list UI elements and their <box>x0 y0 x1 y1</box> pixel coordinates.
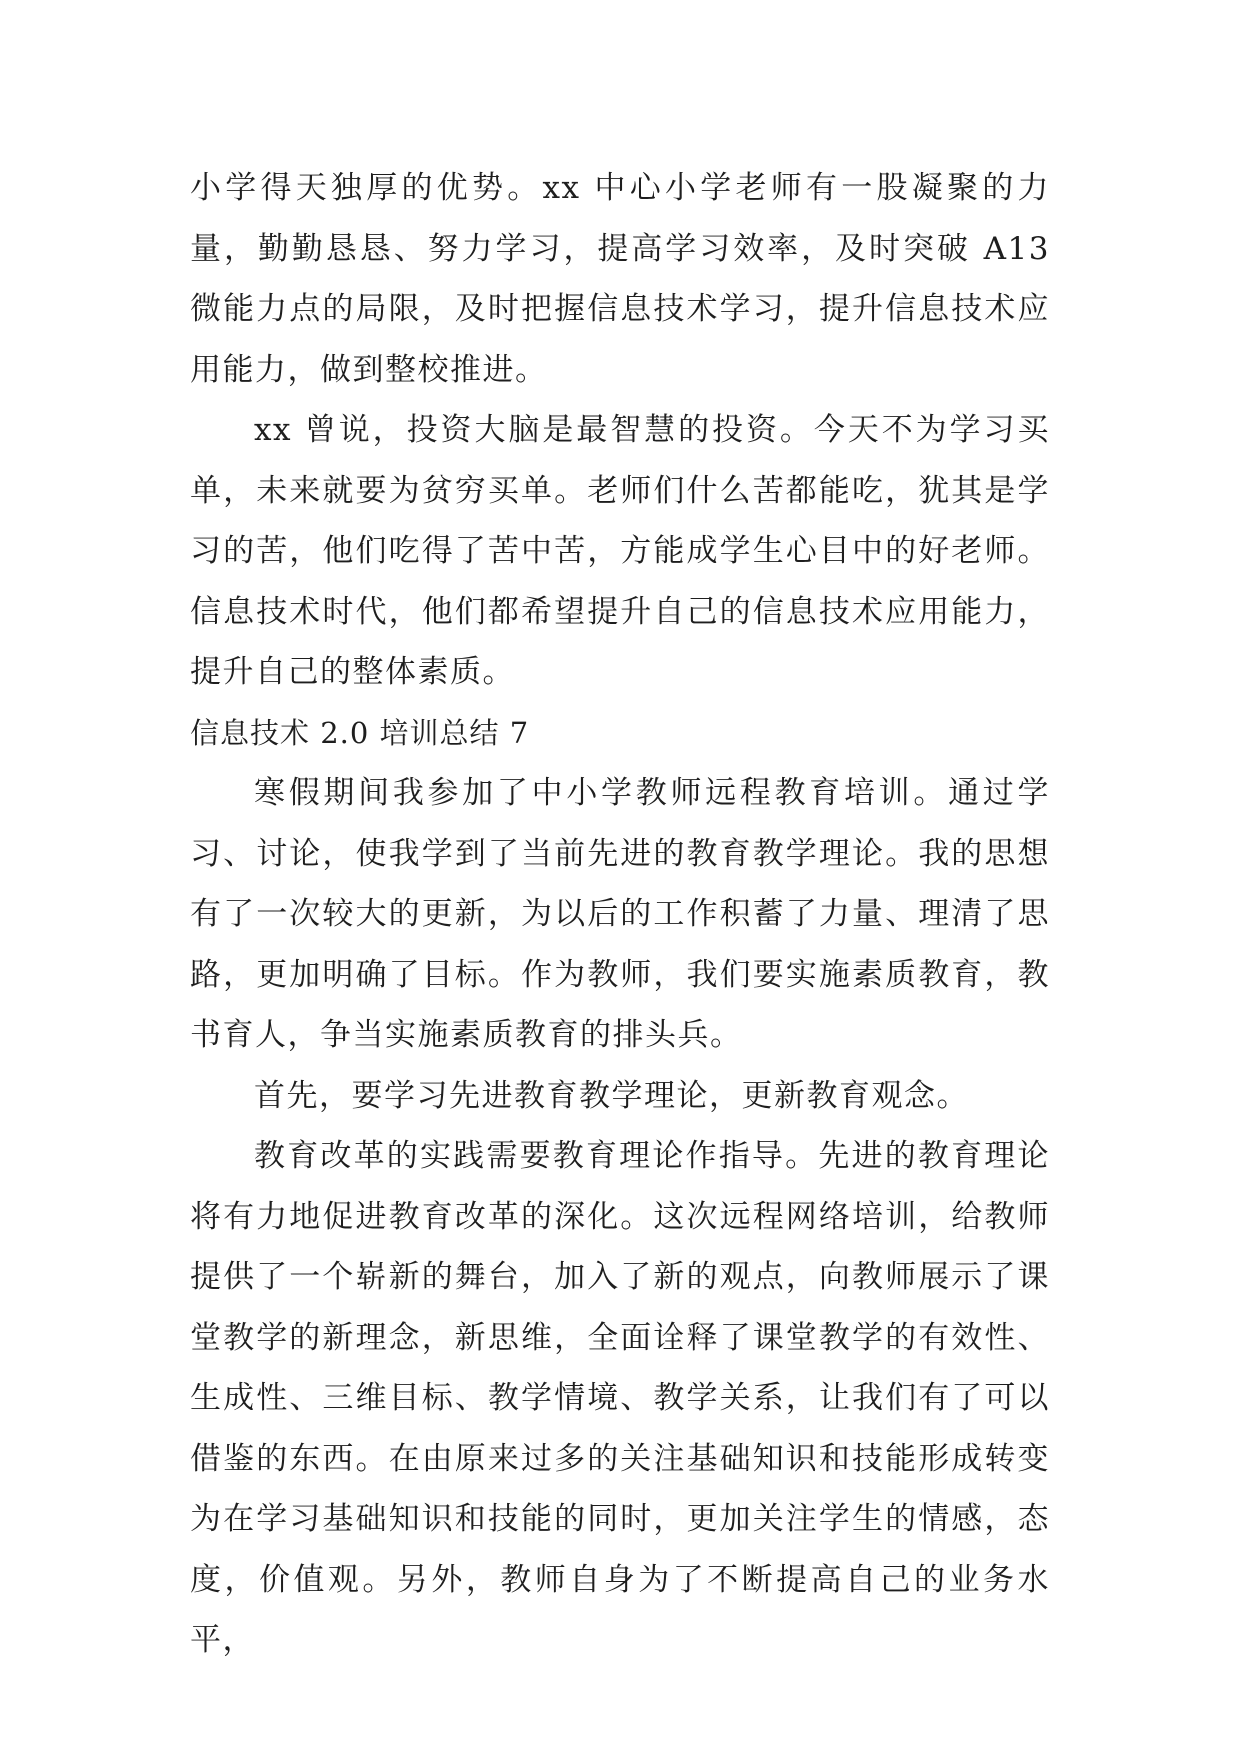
paragraph-first-point: 首先，要学习先进教育教学理论，更新教育观念。 <box>254 1077 969 1114</box>
paragraph-education-reform: 教育改革的实践需要教育理论作指导。先进的教育理论将有力地促进教育改革的深化。这次远程网络培训，给教师提供了一个崭新的舞台，加入了新的观点，向教师展示了课堂教学的新理念，新思维，全面诠释了课堂教学的有效性、生成性、三维目标、教学情境、教学关系，让我们有了可以借鉴的东西。在由原来过多的关注基础知识和技能形成转变为在学习基础知识和技能的同时，更加关注学生的情感，态度，价值观。另外，教师自身为了不断提高自己的业务水平， <box>190 1138 1050 1658</box>
paragraph-investment: xx 曾说，投资大脑是最智慧的投资。今天不为学习买单，未来就要为贫穷买单。老师们什么苦都能吃，犹其是学习的苦，他们吃得了苦中苦，方能成学生心目中的好老师。信息技术时代，他们都希望提升自己的信息技术应用能力，提升自己的整体素质。 <box>190 412 1050 690</box>
paragraph-winter-training: 寒假期间我参加了中小学教师远程教育培训。通过学习、讨论，使我学到了当前先进的教育教学理论。我的思想有了一次较大的更新，为以后的工作积蓄了力量、理清了思路，更加明确了目标。作为教师，我们要实施素质教育，教书育人，争当实施素质教育的排头兵。 <box>190 775 1050 1053</box>
paragraph-continuation: 小学得天独厚的优势。xx 中心小学老师有一股凝聚的力量，勤勤恳恳、努力学习，提高学习效率，及时突破 A13 微能力点的局限，及时把握信息技术学习，提升信息技术应用能力，做到整校推进。 <box>190 170 1050 388</box>
document-body <box>190 158 1050 1671</box>
section-heading: 信息技术 2.0 培训总结 7 <box>190 715 530 750</box>
